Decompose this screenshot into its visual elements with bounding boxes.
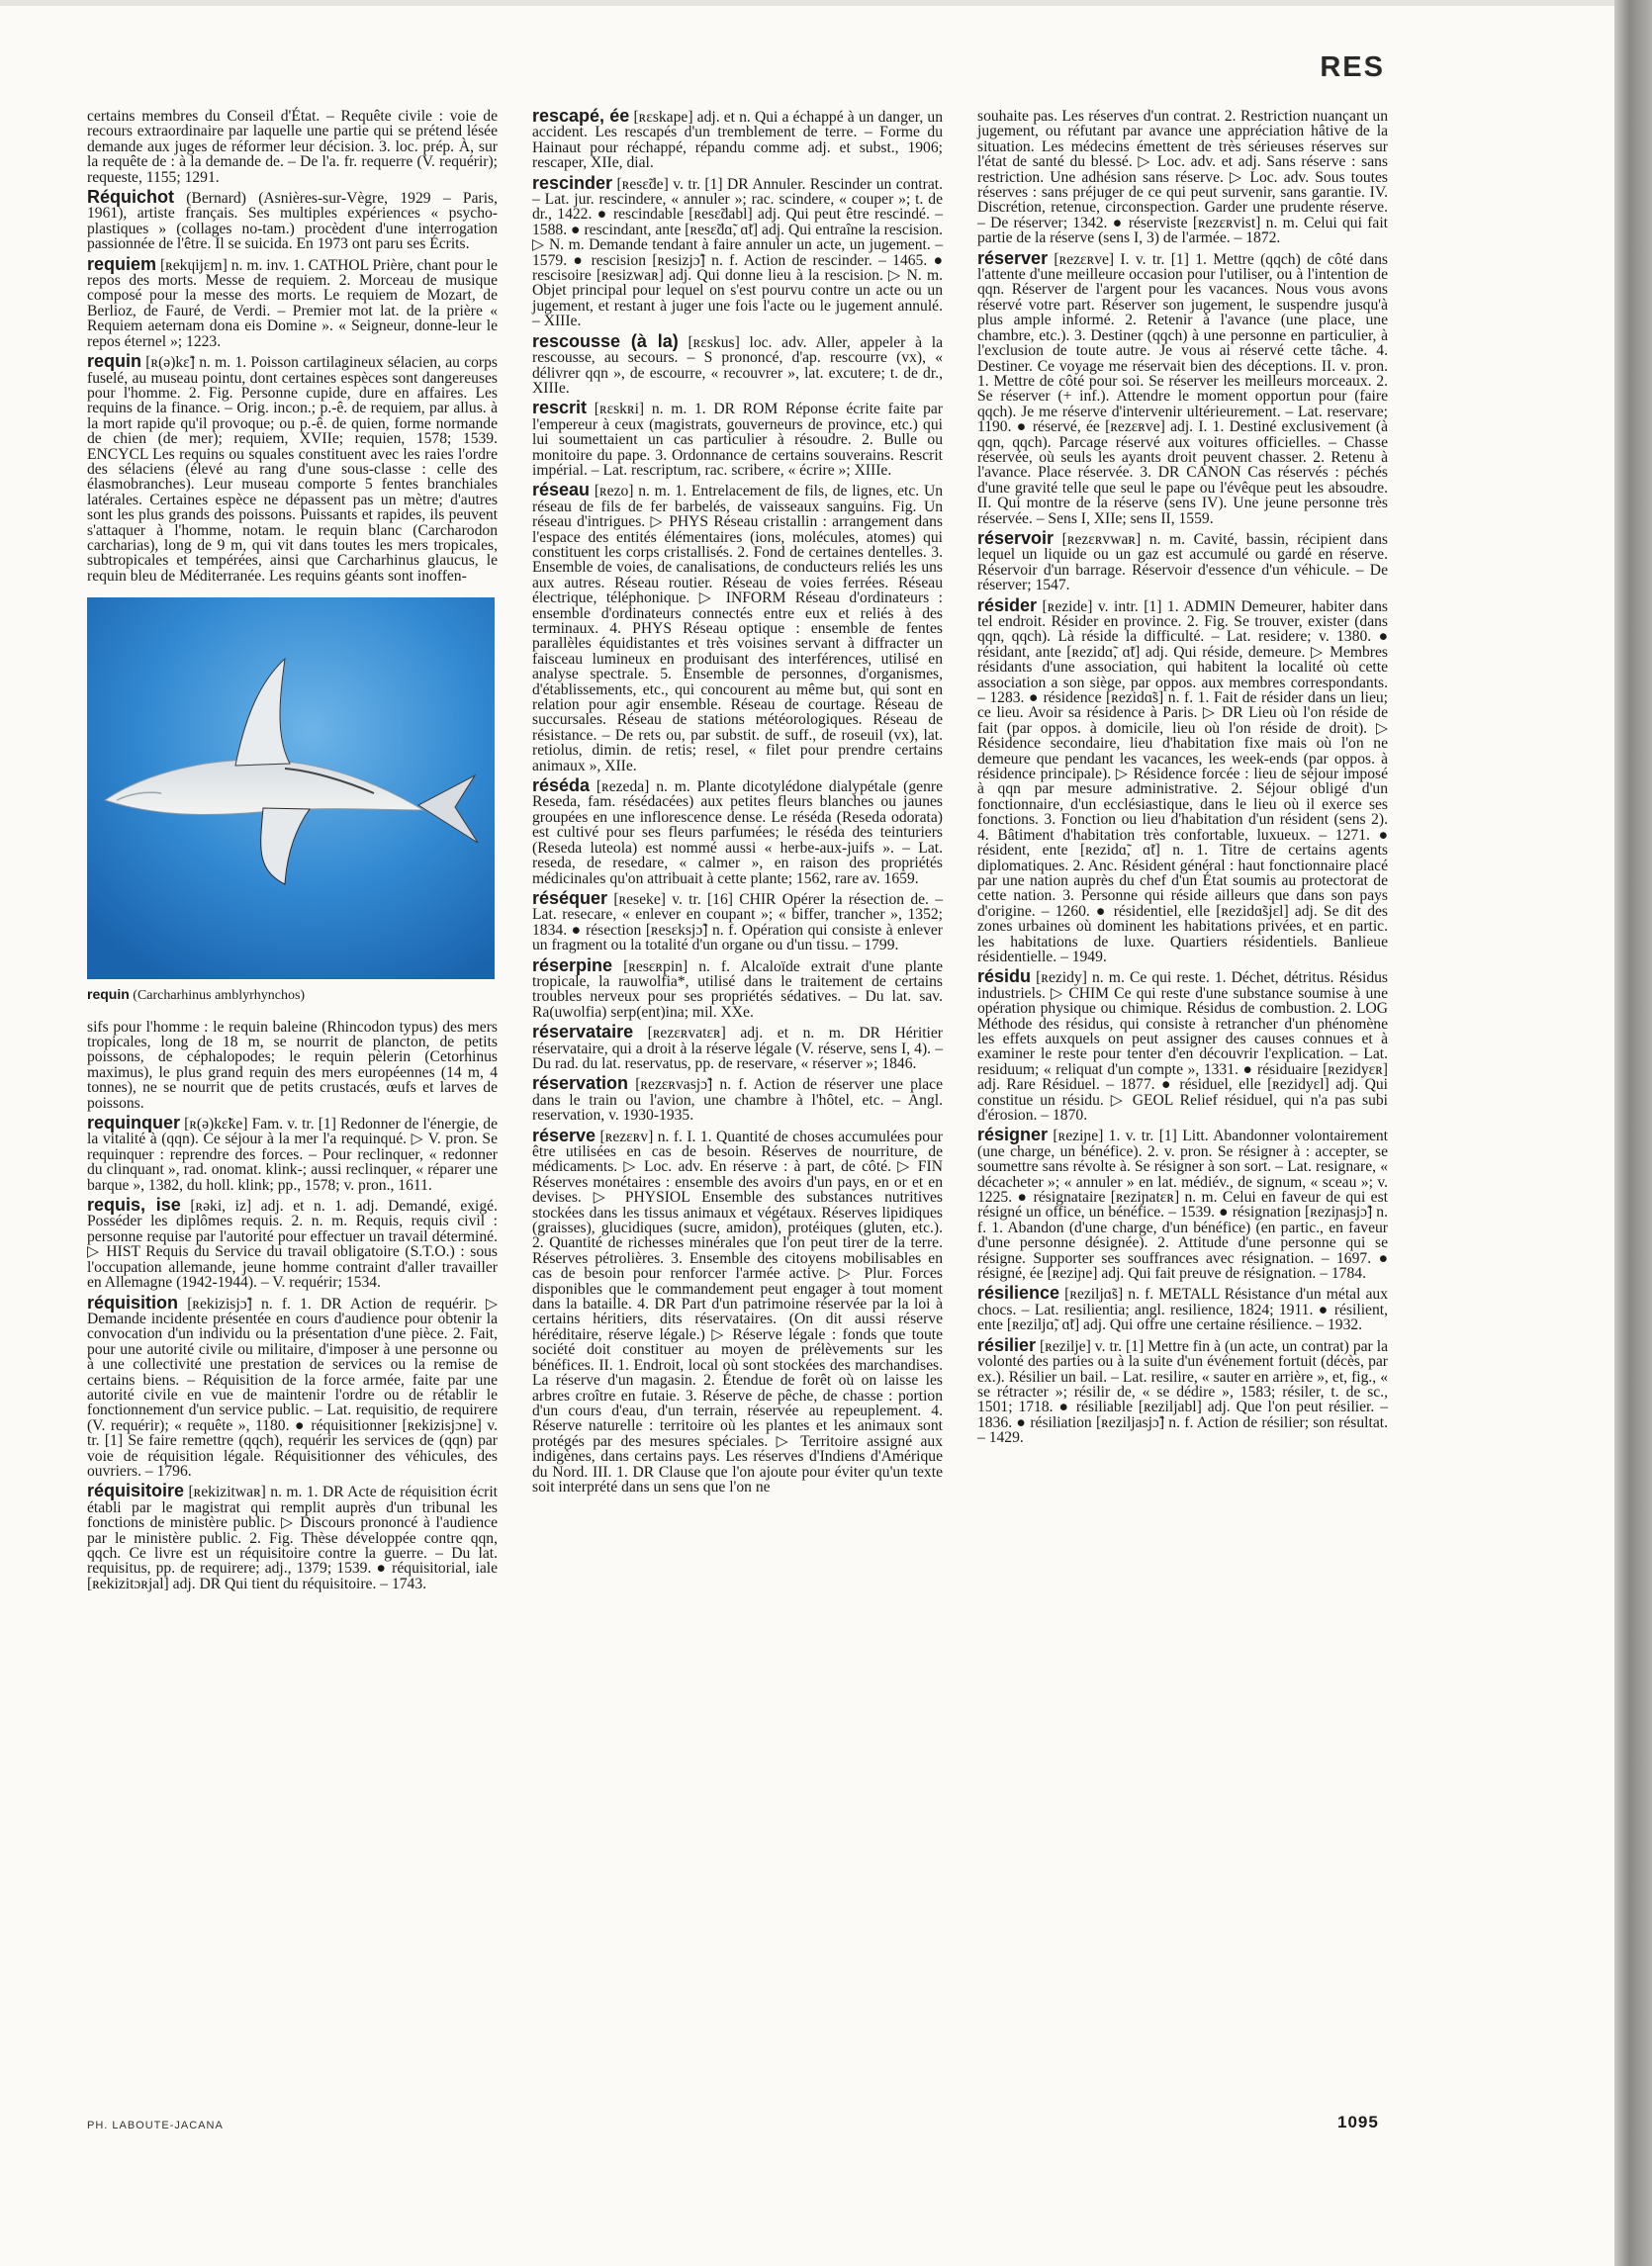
entry-body: sifs pour l'homme : le requin baleine (Rhincodon typus) des mers tropicales, long de 18 m, se nourrit de plancton, de petits poissons, de céphalopodes; le requin pèlerin (Cetorhinus maximus), le plus grand requin des mers européennes (14 m, 4 tonnes), ne se nourrit que de petits crustacés, œufs et larves de poissons.: [87, 1018, 498, 1112]
entry-headword: rescapé, ée: [532, 106, 630, 126]
dictionary-entry: [977, 109, 1388, 246]
entry-body: certains membres du Conseil d'État. – Requête civile : voie de recours extraordinaire par laquelle une partie qui se prétend lésée demande aux juges de réformer leur décision. 3. loc. prép. À, sur la requête de : à la demande de. – De l'a. fr. requerre (V. requérir); requeste, 1155; 1291.: [87, 108, 498, 186]
entry-headword: rescrit: [532, 398, 588, 418]
entry-body: [ʀekizisjɔ̃] n. f. 1. DR Action de requérir. ▷ Demande incidente présentée en cours d'audience pour obtenir la convocation d'un individu ou la présentation d'une pièce. 2. Fait, pour une autorité civile ou militaire, d'imposer à une personne ou à une collectivité une prestation de services ou la remise de certains biens. – Réquisition de la force armée, faite par une autorité civile en vue de maintenir l'ordre ou de rétablir le fonctionnement d'un service public. – Lat. requisitio, de requirere (V. requérir); « requête », 1180. ● réquisitionner [ʀekizisjɔne] v. tr. [1] Se faire remettre (qqch), requérir les services de (qqn) par voie de réquisition légale. Réquisitionner des véhicules, des ouvriers. – 1796.: [87, 1295, 498, 1480]
entry-body: [ʀezɛʀv] n. f. I. 1. Quantité de choses accumulées pour être utilisées en cas de besoin. Réserves de nourriture, de médicaments. ▷ Loc. adv. En réserve : à part, de côté. ▷ FIN Réserves monétaires : ensemble des avoirs d'un pays, en or et en devises. ▷ PHYSIOL Ensemble des substances nutritives stockées dans les tissus animaux et végétaux. Réserves lipidiques (graisses), glucidiques (sucre, amidon), protéiques (gluten, etc.). 2. Quantité de richesses minérales que l'on peut tirer de la terre. Réserves pétrolières. 3. Ensemble des citoyens mobilisables en cas de besoin pour renforcer l'armée active. ▷ Plur. Forces disponibles que le commandement peut engager à tout moment dans la bataille. 4. DR Part d'un patrimoine réservée par la loi à certains héritiers, dits réservataires. (On dit aussi réserve héréditaire, réserve légale.) ▷ Réserve légale : fonds que toute société doit constituer au moyen de prélèvements sur les bénéfices. II. 1. Endroit, local où sont stockées des marchandises. La réserve d'un magasin. 2. Étendue de forêt où on laisse les arbres croître en futaie. 3. Réserve de pêche, de chasse : portion d'un cours d'eau, d'un terrain, réservée au repeuplement. 4. Réserve naturelle : territoire où les plantes et les animaux sont protégés par des mesures spéciales. ▷ Territoire assigné aux indigènes, dans certains pays. Les réserves d'Indiens d'Amérique du Nord. III. 1. DR Clause que l'on ajoute pour éviter qu'un texte soit interprété dans un sens que l'on ne: [532, 1128, 943, 1496]
entry-body: [ʀezilje] v. tr. [1] Mettre fin à (un acte, un contrat) par la volonté des parties ou à la suite d'un événement fortuit (décès, par ex.). Résilier un bail. – Lat. resilire, « sauter en arrière », et, fig., « se rétracter »; résilir de, « se dédire », 1583; résiler, t. de sc., 1501; 1718. ● résiliable [ʀeziljabl] adj. Que l'on peut résilier. – 1836. ● résiliation [ʀeziljasjɔ̃] n. f. Action de résilier; son résultat. – 1429.: [977, 1337, 1388, 1447]
entry-body: [ʀɛskus] loc. adv. Aller, appeler à la rescousse, au secours. – S prononcé, d'ap. rescourre (vx), « délivrer qqn », de escourre, « recouvrer », lat. excutere; t. de dr., XIIIe.: [532, 333, 943, 397]
dictionary-entry: [977, 527, 1388, 594]
dictionary-entry: [977, 1283, 1388, 1334]
dictionary-entry: [87, 109, 498, 185]
column-3: [977, 109, 1388, 1451]
entry-headword: requiem: [87, 253, 157, 274]
entry-headword: résilience: [977, 1283, 1060, 1304]
entry-body: [ʀezɛʀvatɛʀ] adj. et n. m. DR Héritier réservataire, qui a droit à la réserve légale (V. réserve, sens I, 4). – Du rad. du lat. reservatus, pp. de reservare, « réserver »; 1846.: [532, 1025, 943, 1072]
entry-headword: réquisitoire: [87, 1481, 185, 1501]
entry-body: [ʀesɛʀpin] n. f. Alcaloïde extrait d'une plante tropicale, la rauwolfia*, utilisé dans le traitement de certains troubles nerveux pour ses propriétés sédatives. – Du lat. sav. Ra(uwolfia) serp(ent)ina; mil. XXe.: [532, 957, 943, 1021]
dictionary-entry: [977, 1125, 1388, 1283]
dictionary-entry: [977, 1334, 1388, 1447]
entry-body: [ʀezɛʀvasjɔ̃] n. f. Action de réserver une place dans le train ou l'avion, une chambre à l'hôtel, etc. – Angl. reservation, v. 1930-1935.: [532, 1076, 943, 1125]
entry-headword: réserpine: [532, 954, 613, 975]
dictionary-entry: [87, 1195, 498, 1292]
entry-headword: réservataire: [532, 1022, 634, 1042]
entry-body: [ʀesɛ̃de] v. tr. [1] DR Annuler. Rescinder un contrat. – Lat. jur. rescindere, « annuler »; rac. scindere, « couper »; t. de dr., 1422. ● rescindable [ʀesɛ̃dabl] adj. Qui peut être rescindé. – 1588. ● rescindant, ante [ʀesɛ̃dɑ̃, ɑ̃t] adj. Qui entraîne la rescision. ▷ N. m. Demande tendant à faire annuler un acte, un jugement. – 1579. ● rescision [ʀesizjɔ̃] n. f. Action de rescinder. – 1465. ● rescisoire [ʀesizwaʀ] adj. Qui donne lieu à la rescision. ▷ N. m. Objet principal pour lequel on s'est pourvu contre un acte ou un jugement, et restant à juger une fois l'acte ou le jugement annulé. – XIIIe.: [532, 175, 943, 330]
dictionary-entry: [532, 1022, 943, 1072]
scan-edge: [1614, 0, 1652, 2266]
figure-caption: [87, 987, 498, 1003]
entry-headword: réséquer: [532, 887, 608, 908]
entry-headword: résilier: [977, 1334, 1037, 1355]
dictionary-entry: [977, 594, 1388, 965]
entry-body: [ʀezidy] n. m. Ce qui reste. 1. Déchet, détritus. Résidus industriels. ▷ CHIM Ce qui reste d'une substance soumise à une opération physique ou chimique. Résidus de combustion. 2. LOG Méthode des résidus, qui consiste à retrancher d'un phénomène les effets auxquels on peut assigner des causes connues et à examiner le reste pour tenter d'en découvrir l'explication. – Lat. residuum; « reliquat d'un compte », 1331. ● résiduaire [ʀezidyɛʀ] adj. Rare Résiduel. – 1877. ● résiduel, elle [ʀezidyɛl] adj. Qui constitue un résidu. ▷ GEOL Relief résiduel, qui n'a pas subi d'érosion. – 1870.: [977, 969, 1388, 1124]
dictionary-entry: [87, 1113, 498, 1194]
photo-credit: PH. LABOUTE-JACANA: [87, 2120, 224, 2131]
dictionary-entry: [87, 187, 498, 253]
entry-body: [ʀeseke] v. tr. [16] CHIR Opérer la résection de. – Lat. resecare, « enlever en coupant »; « biffer, trancher », 1352; 1834. ● résection [ʀesɛksjɔ̃] n. f. Opération qui consiste à enlever un fragment ou la totalité d'un organe ou d'un tissu. – 1799.: [532, 890, 943, 954]
dictionary-entry: [87, 253, 498, 350]
shark-photo: [87, 597, 495, 979]
caption-title: requin: [87, 986, 130, 1003]
page-top-shadow: [0, 0, 1614, 6]
entry-headword: résigner: [977, 1125, 1049, 1145]
entry-body: [ʀeziljɑ̃s] n. f. METALL Résistance d'un métal aux chocs. – Lat. resilientia; angl. resilience, 1824; 1911. ● résilient, ente [ʀeziljɑ̃, ɑ̃t] adj. Qui offre une certaine résilience. – 1932.: [977, 1286, 1388, 1334]
column-2: [532, 106, 944, 1499]
entry-headword: requinquer: [87, 1113, 181, 1133]
entry-body: [ʀ(ə)kɛ̃ke] Fam. v. tr. [1] Redonner de l'énergie, de la vitalité à (qqn). Ce séjour à la mer l'a requinqué. ▷ V. pron. Se requinquer : reprendre des forces. – Pour reclinquer, « redonner du clinquant », rad. onomat. klink-; aussi reclinquer, « réparer une barque », 1382, du holl. klink; pp., 1578; v. pron., 1611.: [87, 1116, 498, 1194]
entry-body: [ʀəki, iz] adj. et n. 1. adj. Demandé, exigé. Posséder les diplômes requis. 2. n. m. Requis, requis civil : personne requise par l'autorité pour effectuer un travail déterminé. ▷ HIST Requis du Service du travail obligatoire (S.T.O.) : sous l'occupation allemande, jeune homme contraint d'aller travailler en Allemagne (1942-1944). – V. requérir; 1534.: [87, 1198, 498, 1292]
entry-headword: rescousse (à la): [532, 330, 679, 351]
entry-body: [ʀezide] v. intr. [1] 1. ADMIN Demeurer, habiter dans tel endroit. Résider en province. 2. Fig. Se trouver, exister (dans qqn, qqch). Là réside la difficulté. – Lat. residere; v. 1380. ● résidant, ante [ʀezidɑ̃, ɑ̃t] adj. Qui réside, demeure. ▷ Membres résidants d'une association, qui habitent la localité où cette association a son siège, par oppos. aux membres correspondants. – 1283. ● résidence [ʀezidɑ̃s] n. f. 1. Fait de résider dans un lieu; ce lieu. Avoir sa résidence à Paris. ▷ DR Lieu où l'on réside de fait (par oppos. à domicile, lieu où l'on réside de droit). ▷ Résidence secondaire, lieu d'habitation fixe mais où l'on ne demeure que pendant les vacances, les week-ends (par oppos. à résidence principale). ▷ Résidence forcée : lieu de séjour imposé à qqn par mesure administrative. 2. Séjour obligé d'un fonctionnaire, d'un ecclésiastique, dans le lieu où il exerce ses fonctions. 3. Fonction ou lieu d'habitation d'un résident (sens 2). 4. Bâtiment d'habitation très confortable, luxueux. – 1271. ● résident, ente [ʀezidɑ̃, ɑ̃t] n. 1. Titre de certains agents diplomatiques. 2. Anc. Résident général : haut fonctionnaire placé par une nation auprès du chef d'un État soumis au protectorat de cette nation. 3. Personne qui réside ailleurs que dans son pays d'origine. – 1260. ● résidentiel, elle [ʀezidɑ̃sjɛl] adj. Se dit des zones urbaines où dominent les habitations privées, et en partic. les habitations de luxe. Quartiers résidentiels. Banlieue résidentielle. – 1949.: [977, 597, 1388, 965]
entry-headword: réservation: [532, 1073, 629, 1094]
entry-headword: résider: [977, 594, 1038, 615]
entry-headword: Réquichot: [87, 187, 174, 208]
entry-body: [ʀezeda] n. m. Plante dicotylédone dialypétale (genre Reseda, fam. résédacées) aux petites fleurs blanches ou jaunes groupées en une inflorescence dense. Le réséda (Reseda odorata) est cultivé pour ses fleurs parfumées; le réséda des teinturiers (Reseda luteola) est nommé aussi « herbe-aux-juifs ». – Lat. reseda, de resedare, « calmer », en raison des propriétés médicinales qu'on attribuait à cette plante; 1562, rare av. 1659.: [532, 778, 943, 887]
dictionary-entry: [532, 330, 943, 397]
entry-body: [ʀezɛʀvwaʀ] n. m. Cavité, bassin, récipient dans lequel un liquide ou un gaz est accumulé ou gardé en réserve. Réservoir d'un barrage. Réservoir d'essence d'un véhicule. – De réserver; 1547.: [977, 530, 1388, 594]
dictionary-entry: [532, 954, 943, 1021]
dictionary-entry: [87, 1020, 498, 1111]
entry-headword: réserver: [977, 247, 1049, 268]
dictionary-entry: [532, 1073, 943, 1125]
dictionary-entry: [532, 1125, 943, 1496]
entry-headword: rescinder: [532, 172, 613, 193]
entry-headword: requin: [87, 351, 142, 372]
dictionary-entry: [532, 398, 943, 479]
entry-body: souhaite pas. Les réserves d'un contrat. 2. Restriction nuançant un jugement, ou réfutant par avance une appréciation hâtive de la situation. Les médecins émettent de très sérieuses réserves sur l'état de santé du blessé. ▷ Loc. adv. et adj. Sans réserve : sans restriction. Une adhésion sans réserve. ▷ Loc. adv. Sous toutes réserves : sans préjuger de ce qui peut survenir, sans garantie. IV. Discrétion, retenue, circonspection. Garder une prudente réserve. – De réserver; 1342. ● réserviste [ʀezɛʀvist] n. m. Celui qui fait partie de la réserve (sens I, 3) de l'armée. – 1872.: [977, 108, 1388, 247]
dictionary-entry: [532, 106, 944, 172]
column-1: [87, 109, 498, 1596]
entry-headword: réquisition: [87, 1292, 179, 1313]
dictionary-entry: [87, 351, 498, 585]
dictionary-entry: [532, 172, 943, 330]
entry-headword: réserve: [532, 1125, 597, 1145]
entry-body: (Bernard) (Asnières-sur-Vègre, 1929 – Paris, 1961), artiste français. Ses multiples expériences « psycho-plastiques » (collages no-tam.) procèdent d'une interrogation passionnée de l'être. Il se suicida. En 1973 ont paru ses Écrits.: [87, 190, 498, 253]
entry-body: [ʀezɛʀve] I. v. tr. [1] 1. Mettre (qqch) de côté dans l'attente d'une meilleure occasion pour l'utiliser, ou à l'intention de qqn. Réserver de l'argent pour les vacances. Nous vous avons réservé votre part. Réserver son jugement, le suspendre jusqu'à plus ample informé. 2. Retenir à l'avance (une place, une chambre, etc.). 3. Destiner (qqch) à une personne en particulier, à l'exclusion de toute autre. Je vous ai réservé cette tâche. 4. Destiner. Ce voyage me réservait bien des déceptions. II. v. pron. 1. Mettre de côté pour soi. Se réserver les meilleurs morceaux. 2. Se réserver (+ inf.). Attendre le moment opportun pour (faire qqch). Je me réserve d'intervenir ultérieurement. – Lat. reservare; 1190. ● réservé, ée [ʀezɛʀve] adj. I. 1. Destiné exclusivement (à qqn, qqch). Parcage réservé aux voitures officielles. – Chasse réservée, où seuls les ayants droit peuvent chasser. 2. Retenu à l'avance. Place réservée. 3. DR CANON Cas réservés : péchés d'une gravité telle que seul le pape ou l'évêque peut les absoudre. II. Qui montre de la réserve (sens IV). Une jeune personne très réservée. – Sens I, XIIe; sens II, 1559.: [977, 250, 1388, 527]
entry-body: [ʀɛskʀi] n. m. 1. DR ROM Réponse écrite faite par l'empereur à ceux (magistrats, gouverneurs de province, etc.) qui lui soumettaient un cas particulier à résoudre. 2. Bulle ou monitoire du pape. 3. Ordonnance de certains souverains. Rescrit impérial. – Lat. rescriptum, rac. scribere, « écrire »; XIIIe.: [532, 401, 943, 479]
dictionary-entry: [532, 887, 943, 954]
entry-body: [ʀeziɲe] 1. v. tr. [1] Litt. Abandonner volontairement (une charge, un bénéfice). 2. v. pron. Se résigner à : accepter, se soumettre sans révolte à. Se résigner à son sort. – Lat. resignare, « décacheter »; « annuler » en lat. médiév., de signum, « sceau »; v. 1225. ● résignataire [ʀeziɲatɛʀ] n. m. Celui en faveur de qui est résigné un office, un bénéfice. – 1539. ● résignation [ʀeziɲasjɔ̃] n. f. 1. Abandon (d'une charge, d'un bénéfice) (en partic., en faveur d'une personne désignée). 2. Attitude d'une personne qui se résigne. Supporter ses souffrances avec résignation. – 1697. ● résigné, ée [ʀeziɲe] adj. Qui fait preuve de résignation. – 1784.: [977, 1128, 1388, 1283]
dictionary-entry: [532, 480, 943, 774]
dictionary-entry: [87, 1292, 498, 1480]
entry-headword: réséda: [532, 775, 591, 796]
page-number: 1095: [1337, 2113, 1379, 2131]
entry-body: [ʀ(ə)kɛ̃] n. m. 1. Poisson cartilagineux sélacien, au corps fuselé, au museau pointu, dont certaines espèces sont dangereuses pour l'homme. 2. Fig. Personne cupide, dure en affaires. Les requins de la finance. – Orig. incon.; p.-ê. de requiem, par allus. à la mort rapide qu'il provoque; ou p.-ê. de quien, forme normande de chien (de mer); requiem, XVIIe; requien, 1578; 1539. ENCYCL Les requins ou squales constituent avec les raies l'ordre des sélaciens (élevé au rang d'une sous-classe : celle des élasmobranches). Leur museau comporte 5 fentes branchiales latérales. Certaines espèce ne dépassent pas un mètre; d'autres sont les plus grands des poissons. Puissants et rapides, ils peuvent s'attaquer à l'homme, notam. le requin blanc (Carcharodon carcharias), long de 9 m, qui vit dans toutes les mers tropicales, subtropicales et tempérées, ainsi que Carcharhinus glaucus, le requin bleu de Méditerranée. Les requins géants sont inoffen-: [87, 354, 498, 585]
entry-headword: résidu: [977, 966, 1032, 987]
dictionary-entry: [977, 966, 1388, 1124]
entry-body: [ʀekɥijɛm] n. m. inv. 1. CATHOL Prière, chant pour le repos des morts. Messe de requiem. 2. Morceau de musique composé pour la messe des morts. Le requiem de Mozart, de Berlioz, de Fauré, de Verdi. – Premier mot lat. de la prière « Requiem aeternam dona eis Domine ». « Seigneur, donne-leur le repos éternel »; 1223.: [87, 256, 498, 350]
dictionary-entry: [532, 775, 943, 887]
dictionary-entry: [977, 247, 1388, 527]
entry-headword: réseau: [532, 480, 591, 500]
entry-body: [ʀekizitwaʀ] n. m. 1. DR Acte de réquisition écrit établi par le magistrat qui remplit auprès d'un tribunal les fonctions de ministère public. ▷ Discours prononcé à l'audience par le ministère public. 2. Fig. Thèse développée contre qqn, qqch. Ce livre est un réquisitoire contre la guerre. – Du lat. requisitus, pp. de requirere; adj., 1379; 1539. ● réquisitorial, iale [ʀekizitɔʀjal] adj. DR Qui tient du réquisitoire. – 1743.: [87, 1484, 498, 1592]
shark-icon: [87, 597, 495, 979]
dictionary-entry: [87, 1481, 498, 1592]
entry-body: [ʀɛskape] adj. et n. Qui a échappé à un danger, un accident. Les rescapés d'un tremblement de terre. – Forme du Hainaut pour réchappé, répandu comme adj. et subst., 1906; rescaper, XIIe, dial.: [532, 109, 944, 172]
running-head: RES: [1320, 51, 1385, 83]
entry-headword: requis, ise: [87, 1195, 181, 1216]
entry-body: [ʀezo] n. m. 1. Entrelacement de fils, de lignes, etc. Un réseau de fils de fer barbelés, de vaisseaux sanguins. Fig. Un réseau d'intrigues. ▷ PHYS Réseau cristallin : arrangement dans l'espace des entités élémentaires (ions, molécules, atomes) qui constituent les corps cristallisés. 2. Fond de certaines dentelles. 3. Ensemble de voies, de canalisations, de conducteurs reliés les uns aux autres. Réseau routier. Réseau de voies ferrées. Réseau électrique, téléphonique. ▷ INFORM Réseau d'ordinateurs : ensemble d'ordinateurs connectés entre eux et reliés à des terminaux. 4. PHYS Réseau optique : ensemble de fentes parallèles équidistantes et très voisines servant à diffracter un faisceau lumineux en produisant des interférences, utilisé en analyse spectrale. 5. Ensemble de personnes, d'organismes, d'établissements, etc., qui concourent au même but, qui sont en relation pour agir ensemble. Réseau de courtage. Réseau de succursales. Réseau de stations météorologiques. Réseau de résistance. – De rets ou, par substit. de suff., de roseuil (vx), lat. retiolus, dimin. de retis; resel, « filet pour prendre certains animaux », XIIe.: [532, 483, 943, 774]
entry-headword: réservoir: [977, 527, 1055, 548]
caption-subtitle: (Carcharhinus amblyrhynchos): [133, 988, 306, 1004]
